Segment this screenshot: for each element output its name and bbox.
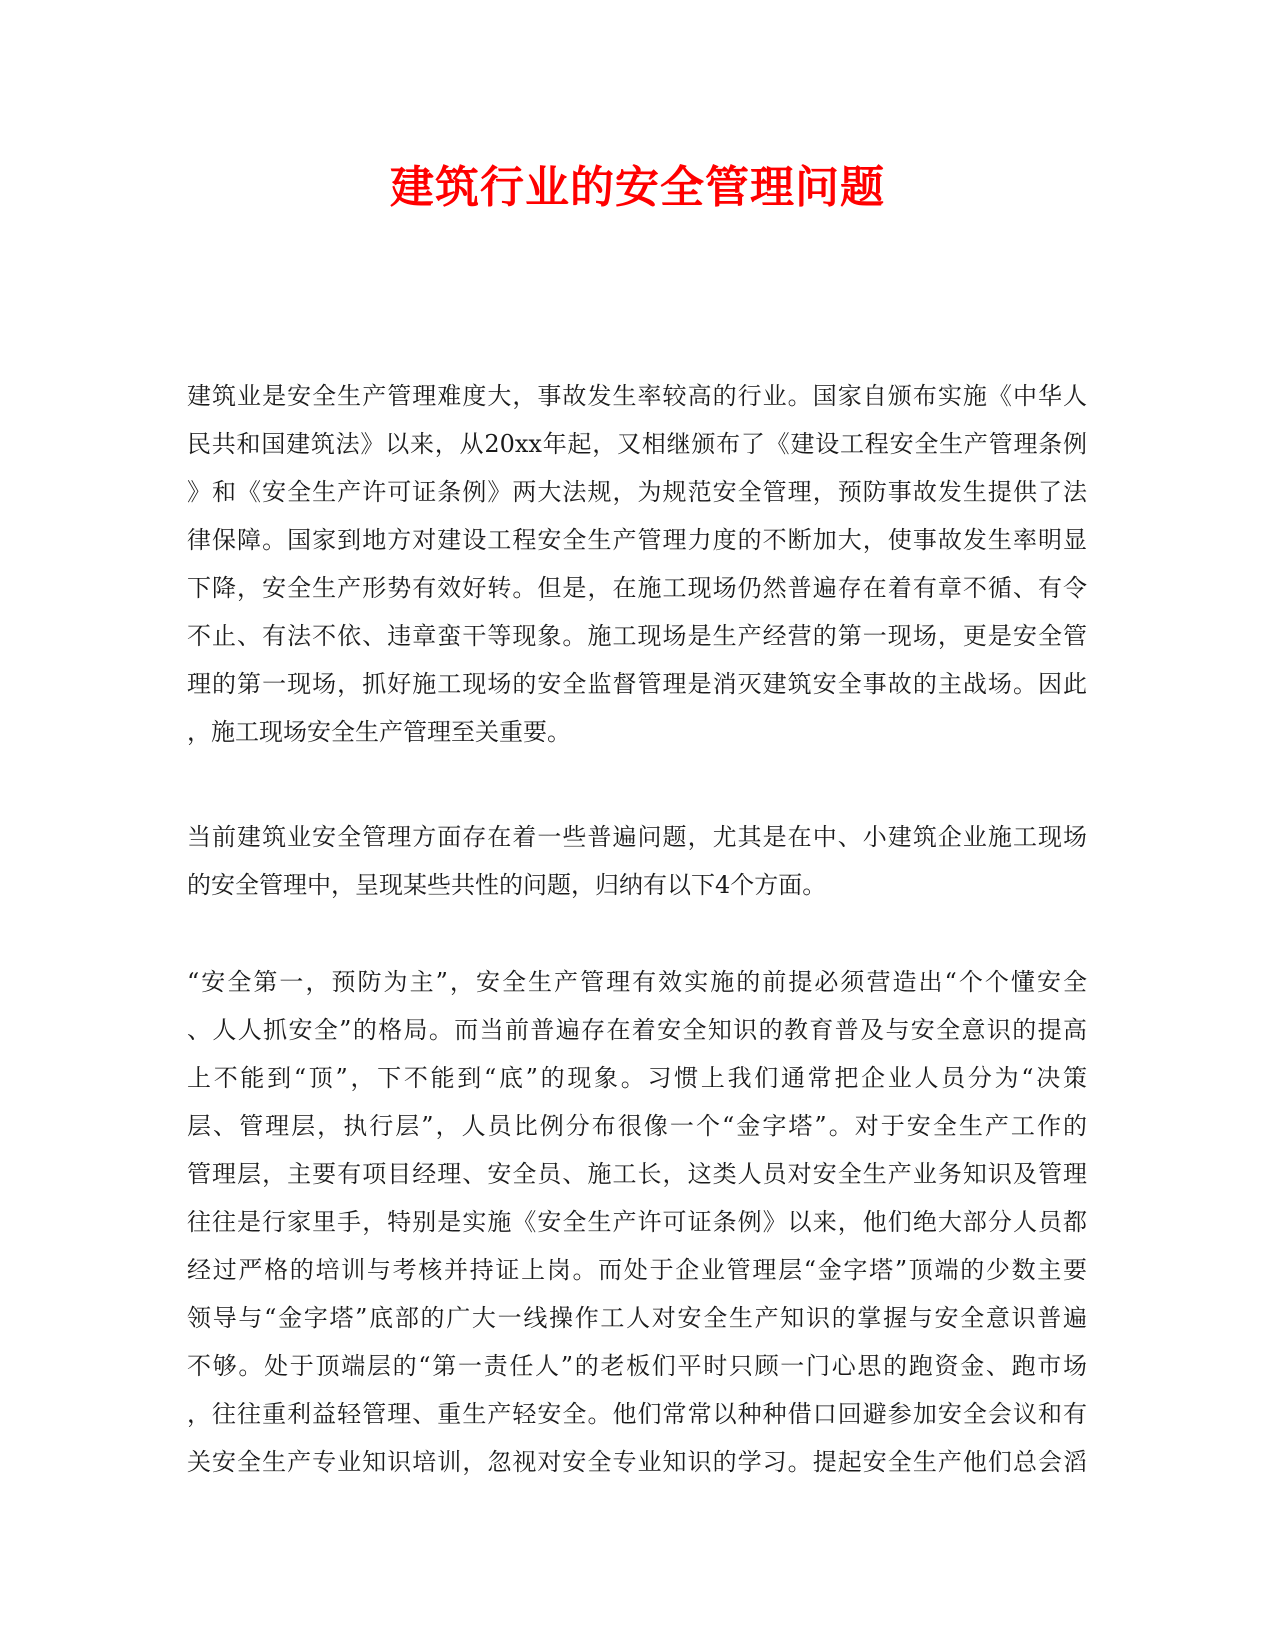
paragraph-line: 不止、有法不依、违章蛮干等现象。施工现场是生产经营的第一现场，更是安全管 (187, 622, 1087, 650)
document-title: 建筑行业的安全管理问题 (390, 162, 885, 213)
paragraph-2 (187, 813, 1087, 909)
paragraph-line: 管理层，主要有项目经理、安全员、施工长，这类人员对安全生产业务知识及管理 (187, 1160, 1087, 1188)
paragraph-line: 领导与“金字塔”底部的广大一线操作工人对安全生产知识的掌握与安全意识普遍 (187, 1304, 1087, 1332)
paragraph-line: 》和《安全生产许可证条例》两大法规，为规范安全管理，预防事故发生提供了法 (187, 478, 1087, 506)
paragraph-line: 关安全生产专业知识培训，忽视对安全专业知识的学习。提起安全生产他们总会滔 (187, 1448, 1087, 1476)
paragraph-line: 不够。处于顶端层的“第一责任人”的老板们平时只顾一门心思的跑资金、跑市场 (187, 1352, 1087, 1380)
paragraph-1 (187, 372, 1087, 756)
paragraph-line: 、人人抓安全”的格局。而当前普遍存在着安全知识的教育普及与安全意识的提高 (187, 1016, 1087, 1044)
paragraph-line: 民共和国建筑法》以来，从20xx年起，又相继颁布了《建设工程安全生产管理条例 (187, 430, 1087, 458)
paragraph-line: 上不能到“顶”，下不能到“底”的现象。习惯上我们通常把企业人员分为“决策 (187, 1064, 1087, 1092)
paragraph-line: 建筑业是安全生产管理难度大，事故发生率较高的行业。国家自颁布实施《中华人 (187, 382, 1087, 410)
paragraph-line: 层、管理层，执行层”，人员比例分布很像一个“金字塔”。对于安全生产工作的 (187, 1112, 1087, 1140)
paragraph-line: 律保障。国家到地方对建设工程安全生产管理力度的不断加大，使事故发生率明显 (187, 526, 1087, 554)
paragraph-line: 当前建筑业安全管理方面存在着一些普遍问题，尤其是在中、小建筑企业施工现场 (187, 823, 1087, 851)
paragraph-line: 经过严格的培训与考核并持证上岗。而处于企业管理层“金字塔”顶端的少数主要 (187, 1256, 1087, 1284)
paragraph-line: “安全第一，预防为主”，安全生产管理有效实施的前提必须营造出“个个懂安全 (187, 968, 1087, 996)
paragraph-line: 理的第一现场，抓好施工现场的安全监督管理是消灭建筑安全事故的主战场。因此 (187, 670, 1087, 698)
paragraph-line: 往往是行家里手，特别是实施《安全生产许可证条例》以来，他们绝大部分人员都 (187, 1208, 1087, 1236)
paragraph-line: ，往往重利益轻管理、重生产轻安全。他们常常以种种借口回避参加安全会议和有 (187, 1400, 1087, 1428)
paragraph-line: 下降，安全生产形势有效好转。但是，在施工现场仍然普遍存在着有章不循、有令 (187, 574, 1087, 602)
paragraph-3 (187, 958, 1087, 1486)
paragraph-line: 的安全管理中，呈现某些共性的问题，归纳有以下4个方面。 (187, 871, 827, 899)
paragraph-line: ，施工现场安全生产管理至关重要。 (187, 718, 571, 746)
